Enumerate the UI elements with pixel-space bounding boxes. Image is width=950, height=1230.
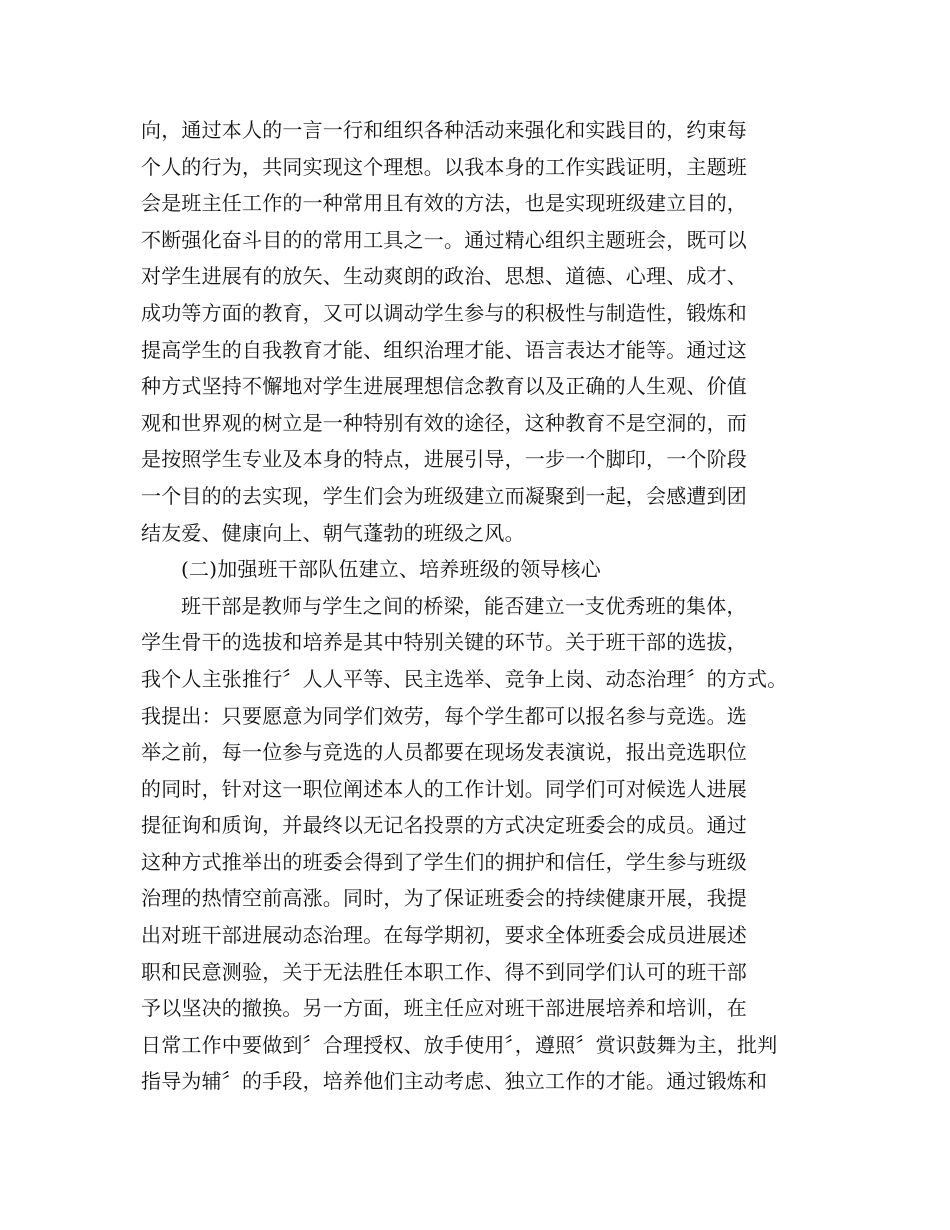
text-line: 职和民意测验，关于无法胜任本职工作、得不到同学们认可的班干部 [141,959,747,984]
text-line: 我个人主张推行〞人人平等、民主选举、竞争上岗、动态治理〞的方式。 [141,666,788,691]
text-line: 观和世界观的树立是一种特别有效的途径，这种教育不是空洞的，而 [141,410,747,435]
paragraph-first-line: 班干部是教师与学生之间的桥梁，能否建立一支优秀班的集体， [181,593,747,618]
text-line: 这种方式推举出的班委会得到了学生们的拥护和信任，学生参与班级 [141,849,747,874]
text-line: 种方式坚持不懈地对学生进展理想信念教育以及正确的人生观、价值 [141,374,747,399]
text-line: 出对班干部进展动态治理。在每学期初，要求全体班委会成员进展述 [141,923,747,948]
text-line: 是按照学生专业及本身的特点，进展引导，一步一个脚印，一个阶段 [141,447,747,472]
text-line: 我提出：只要愿意为同学们效劳，每个学生都可以报名参与竞选。选 [141,703,747,728]
text-line: 予以坚决的撤换。另一方面，班主任应对班干部进展培养和培训，在 [141,996,747,1021]
text-line: 举之前，每一位参与竞选的人员都要在现场发表演说，报出竞选职位 [141,740,747,765]
text-line: 会是班主任工作的一种常用且有效的方法，也是实现班级建立目的， [141,191,747,216]
text-line: 一个目的的去实现，学生们会为班级建立而凝聚到一起，会感遭到团 [141,483,747,508]
text-line: 向，通过本人的一言一行和组织各种活动来强化和实践目的，约束每 [141,118,747,142]
text-line: 不断强化奋斗目的的常用工具之一。通过精心组织主题班会，既可以 [141,227,747,252]
text-line: 提高学生的自我教育才能、组织治理才能、语言表达才能等。通过这 [141,337,747,362]
text-line: 日常工作中要做到〞合理授权、放手使用〞，遵照〞赏识鼓舞为主，批判 [141,1032,778,1057]
text-line: 的同时，针对这一职位阐述本人的工作计划。同学们可对候选人进展 [141,776,747,801]
text-line: 结友爱、健康向上、朝气蓬勃的班级之风。 [141,520,525,545]
text-line: 学生骨干的选拔和培养是其中特别关键的环节。关于班干部的选拔， [141,630,747,655]
text-line: 个人的行为，共同实现这个理想。以我本身的工作实践证明，主题班 [141,154,747,179]
text-line: 成功等方面的教育，又可以调动学生参与的积极性与制造性，锻炼和 [141,300,747,325]
text-line: 对学生进展有的放矢、生动爽朗的政治、思想、道德、心理、成才、 [141,264,747,289]
text-line: 指导为辅〞的手段，培养他们主动考虑、独立工作的才能。通过锻炼和 [141,1069,768,1094]
text-line: 提征询和质询，并最终以无记名投票的方式决定班委会的成员。通过 [141,813,747,838]
section-heading: (二)加强班干部队伍建立、培养班级的领导核心 [181,557,602,582]
body-text [141,112,821,1100]
text-line: 治理的热情空前高涨。同时，为了保证班委会的持续健康开展，我提 [141,886,747,911]
